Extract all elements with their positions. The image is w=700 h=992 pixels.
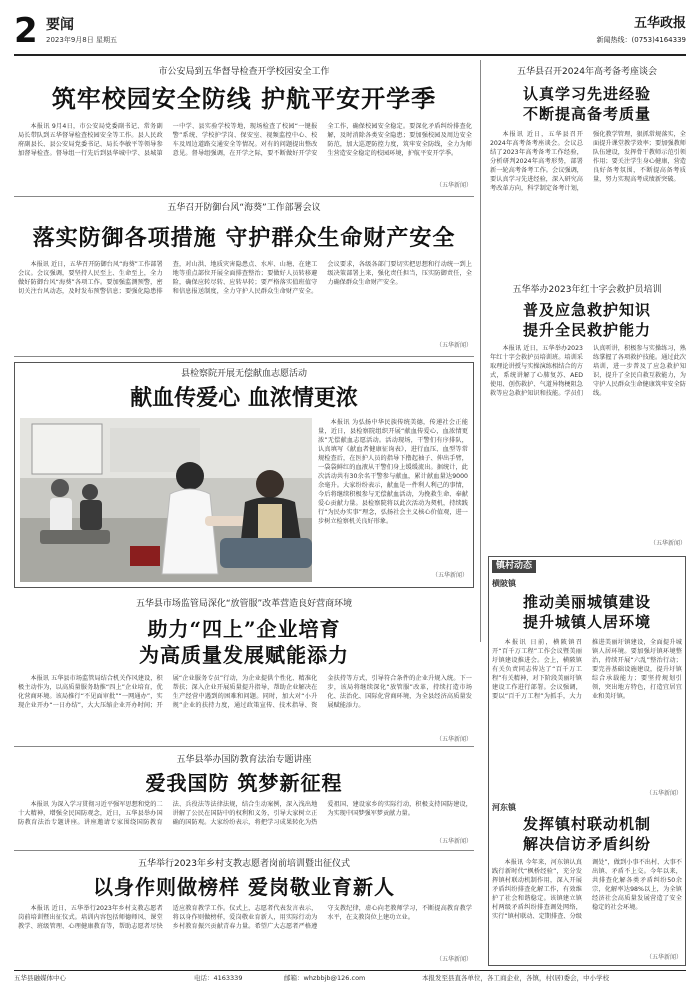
article10-headline-line2: 解决信访矛盾纠纷 — [522, 835, 651, 853]
paper-name: 五华政报 — [633, 16, 686, 31]
article8-headline-line2: 提升全民救护能力 — [488, 320, 686, 340]
article9-headline-line2: 提升城镇人居环境 — [522, 613, 651, 631]
article3-byline: （五华新闻） — [431, 572, 468, 579]
article5-headline: 爱我国防 筑梦新征程 — [145, 771, 343, 795]
article7-kicker: 五华县召开2024年高考备考座谈会 — [517, 67, 657, 77]
article7-body-text: 本报讯 近日，五华县召开2024年高考备考座谈会。会议总结了2023年高考备考工作经验，分析研判2024年高考形势，部署新一轮高考备考工作。会议强调，要认真学习先进经验，深入研究高考改革方向，科学制定备考计划，强化教学管理，狠抓常规落实，全面提升课堂教学效率；要加强教师队伍建设，发挥骨干教师示范引领作用；要关注学生身心健康，营造良好备考氛围，不断提高备考质量，努力实现高考成绩新突破。 — [490, 131, 686, 192]
section-divider — [14, 746, 474, 747]
article3-body — [318, 418, 468, 568]
article5-body-text: 本报讯 为深入学习贯彻习近平强军思想和党的二十大精神，增强全民国防观念，近日，五华县举办国防教育法治专题讲座。讲座邀请专家围绕国防教育法、兵役法等法律法规，结合生动案例，深入浅出地讲解了公民在国防中的权利和义务，引导大家树立正确的国防观。大家纷纷表示，将把学习成果转化为热爱祖国、建设家乡的实际行动，积极支持国防建设，为实现中国梦强军梦贡献力量。 — [18, 801, 472, 826]
article8-kicker: 五华举办2023年红十字会救护员培训 — [488, 284, 686, 296]
article4-byline: （五华新闻） — [435, 736, 472, 743]
article2-kicker: 五华召开防御台风“海葵”工作部署会议 — [167, 203, 321, 213]
section-name: 要闻 — [46, 17, 74, 33]
article1-kicker: 市公安局到五华督导检查开学校园安全工作 — [158, 67, 330, 77]
article1-byline: （五华新闻） — [435, 182, 472, 189]
article2-headline: 落实防御各项措施 守护群众生命财产安全 — [32, 225, 456, 251]
article7-body — [490, 130, 686, 300]
article9-body — [492, 638, 682, 788]
article8-body — [490, 344, 686, 540]
article4-body — [18, 674, 472, 736]
article2-body — [18, 260, 472, 340]
article5-byline: （五华新闻） — [435, 838, 472, 845]
article6-headline: 以身作则做榜样 爱岗敬业育新人 — [93, 875, 395, 899]
town-sub-tag-1: 横陂镇 — [492, 579, 516, 588]
footer-note: 本报发至县直各单位，各工商企业，各镇，村(居)委会，中小学校 — [422, 974, 610, 982]
footer-email: 邮箱：whzbbjb@126.com — [284, 974, 366, 982]
article6-byline: （五华新闻） — [435, 956, 472, 963]
section-divider — [14, 196, 474, 197]
article7-headline-line1: 认真学习先进经验 — [522, 85, 651, 103]
page-header — [14, 11, 686, 51]
article4-kicker: 五华县市场监管局深化“放管服”改革营造良好营商环境 — [135, 599, 353, 609]
article8-headline-line1: 普及应急救护知识 — [488, 300, 686, 320]
article5-kicker: 五华县举办国防教育法治专题讲座 — [176, 755, 312, 765]
section-divider — [14, 850, 474, 851]
article2-byline: （五华新闻） — [435, 342, 472, 349]
article3-body-text: 本报讯 为弘扬中华民族传统美德，传递社会正能量，近日，县检察院组织开展“献血传爱心，血浓情更浓”无偿献血志愿活动。活动现场，干警们有序排队，认真填写《献血者健康征询表》，进行血压、血型等常规检查后，在医护人员的指导下撸起袖子、伸出手臂，一袋袋鲜红的血液从干警们身上缓缓流出。据统计，此次活动共有30余名干警参与献血，累计献血量达9000余毫升。大家纷纷表示，献血是一件利人利己的事情，今后将继续积极参与无偿献血活动，为挽救生命、奉献爱心贡献力量。县检察院将以此次活动为契机，持续践行“为民办实事”理念，弘扬社会主义核心价值观，进一步树立检察机关良好形象。 — [318, 419, 468, 525]
article1-body-text: 本报讯 9月4日，市公安局党委副书记、常务副局长带队到五华督导检查校园安全等工作。县人民政府副县长、县公安局党委书记、局长李敏平等领导参加督导检查。督导组一行先后到县华城中学、县城第一中学、县实验学校等地，现场检查了校园“一键报警”系统、学校护学岗、保安室、视频监控中心、校车及周边道路交通安全等情况。对有的问题提出整改意见。督导组强调，在开学之际，要不断做好开学安全工作，确保校园安全稳定。要深化矛盾纠纷排查化解，及时消除各类安全隐患；要加强校园及周边安全防范，加大巡逻防控力度，筑牢安全防线，全力为师生营造安全稳定的校园环境，护航平安开学季。 — [18, 123, 472, 157]
article10-byline: （五华新闻） — [645, 954, 682, 961]
section-divider — [14, 356, 474, 357]
article9-headline-line1: 推动美丽城镇建设 — [522, 593, 651, 611]
blood-donation-illustration — [20, 418, 312, 582]
article4-headline-line1: 助力“四上”企业培育 — [147, 617, 341, 641]
article1-body — [18, 122, 472, 182]
article8-body-text: 本报讯 近日，五华举办2023年红十字会救护员培训班。培训采取理论讲授与实操演练相结合的方式，系统讲解了心肺复苏、AED使用、创伤救护、气道异物梗阻急救等应急救护知识和技能。学员们认真听讲，积极参与实操练习，熟练掌握了各项救护技能。通过此次培训，进一步普及了应急救护知识，提升了全民自救互救能力，为守护人民群众生命健康筑牢安全防线。 — [490, 345, 686, 397]
header-rule — [14, 54, 686, 56]
issue-date: 2023年9月8日 星期五 — [46, 36, 117, 44]
article9-byline: （五华新闻） — [645, 790, 682, 797]
blood-donation-photo — [20, 418, 312, 582]
article8-byline: （五华新闻） — [649, 540, 686, 547]
article4-headline-line2: 为高质量发展赋能添力 — [139, 643, 349, 667]
article3-headline: 献血传爱心 血浓情更浓 — [130, 385, 358, 411]
page-footer — [14, 970, 686, 984]
article1-headline: 筑牢校园安全防线 护航平安开学季 — [51, 84, 437, 113]
article7-headline-line2: 不断提高备考质量 — [522, 105, 651, 123]
article9-body-text: 本报讯 日前，横陂镇召开“百千万工程”工作会议暨美丽圩镇建设推进会。会上，横陂镇有关负责同志传达了“百千万工程”有关精神，对下阶段美丽圩镇建设工作进行部署。会议强调，要以“百千万工程”为抓手，大力推进美丽圩镇建设，全面提升城镇人居环境。要加强圩镇环境整治，持续开展“六乱”整治行动；要完善基础设施建设，提升圩镇综合承载能力；要坚持规划引领，突出地方特色，打造宜居宜业和美圩镇。 — [492, 639, 682, 700]
article4-body-text: 本报讯 五华县市场监管局结合机关作风建设，积极主动作为，以高质量服务助推“四上”企业培育，优化营商环境。该局推行“不见面审批”“一网通办”，实现企业开办“一日办结”，大大压缩企业开办时间；开展“企业服务专员”行动，为企业提供个性化、精准化帮扶；深入企业开展质量提升指导，帮助企业解决在生产经营中遇到的困难和问题。同时，加大对“小升规”企业的扶持力度，通过政策宣传、技术指导、资金扶持等方式，引导符合条件的企业升规入统。下一步，该局将继续深化“放管服”改革，持续打造市场化、法治化、国际化营商环境，为全县经济高质量发展赋能添力。 — [18, 675, 472, 709]
town-sub-tag-2: 河东镇 — [492, 803, 516, 812]
article10-body-text: 本报讯 今年来，河东镇认真践行新时代“枫桥经验”，充分发挥镇村联动机制作用，深入开展矛盾纠纷排查化解工作，有效维护了社会和谐稳定。该镇建立镇村两级矛盾纠纷排查调处网络，实行“镇村联动、定期排查、分级调处”，做到小事不出村、大事不出镇、矛盾不上交。今年以来，共排查化解各类矛盾纠纷50余宗，化解率达98%以上，为全镇经济社会高质量发展营造了安全稳定的社会环境。 — [492, 859, 682, 920]
article10-body — [492, 858, 682, 954]
article3-kicker: 县检察院开展无偿献血志愿活动 — [180, 369, 307, 379]
footer-center: 五华县融媒体中心 — [14, 974, 66, 982]
article2-body-text: 本报讯 近日，五华召开防御台风“海葵”工作部署会议。会议强调，要坚持人民至上、生命至上，全力做好防御台风“海葵”各项工作。要加强监测预警，密切关注台风动态，及时发布预警信息；要强化隐患排查，对山洪、地质灾害隐患点、水库、山塘、在建工地等重点部位开展全面排查整治；要做好人员转移避险，确保应转尽转、应转早转；要严格落实值班值守和信息报送制度，全力守护人民群众生命财产安全。会议要求，各级各部门要切实把思想和行动统一到上级决策部署上来，强化责任担当，压实防御责任，全力确保群众生命财产安全。 — [18, 261, 472, 295]
article5-body — [18, 800, 472, 838]
article6-kicker: 五华举行2023年乡村支教志愿者岗前培训暨出征仪式 — [138, 859, 350, 869]
column-divider — [480, 60, 481, 642]
page-number: 2 — [14, 11, 38, 51]
town-news-tag: 镇村动态 — [492, 560, 536, 573]
article6-body-text: 本报讯 近日，五华举行2023年乡村支教志愿者岗前培训暨出征仪式。培训内容包括师德师风、课堂教学、班级管理、心理健康教育等，帮助志愿者尽快适应教育教学工作。仪式上，志愿者代表发言表示，将以身作则做榜样，爱岗敬业育新人，用实际行动为乡村教育振兴贡献青春力量。希望广大志愿者严格遵守支教纪律，虚心向老教师学习，不断提高教育教学水平，在支教岗位上建功立业。 — [18, 905, 472, 930]
article10-headline-line1: 发挥镇村联动机制 — [522, 815, 651, 833]
footer-phone: 电话：4163339 — [194, 974, 243, 982]
news-hotline: 新闻热线：(0753)4164339 — [596, 36, 686, 44]
article6-body — [18, 904, 472, 956]
